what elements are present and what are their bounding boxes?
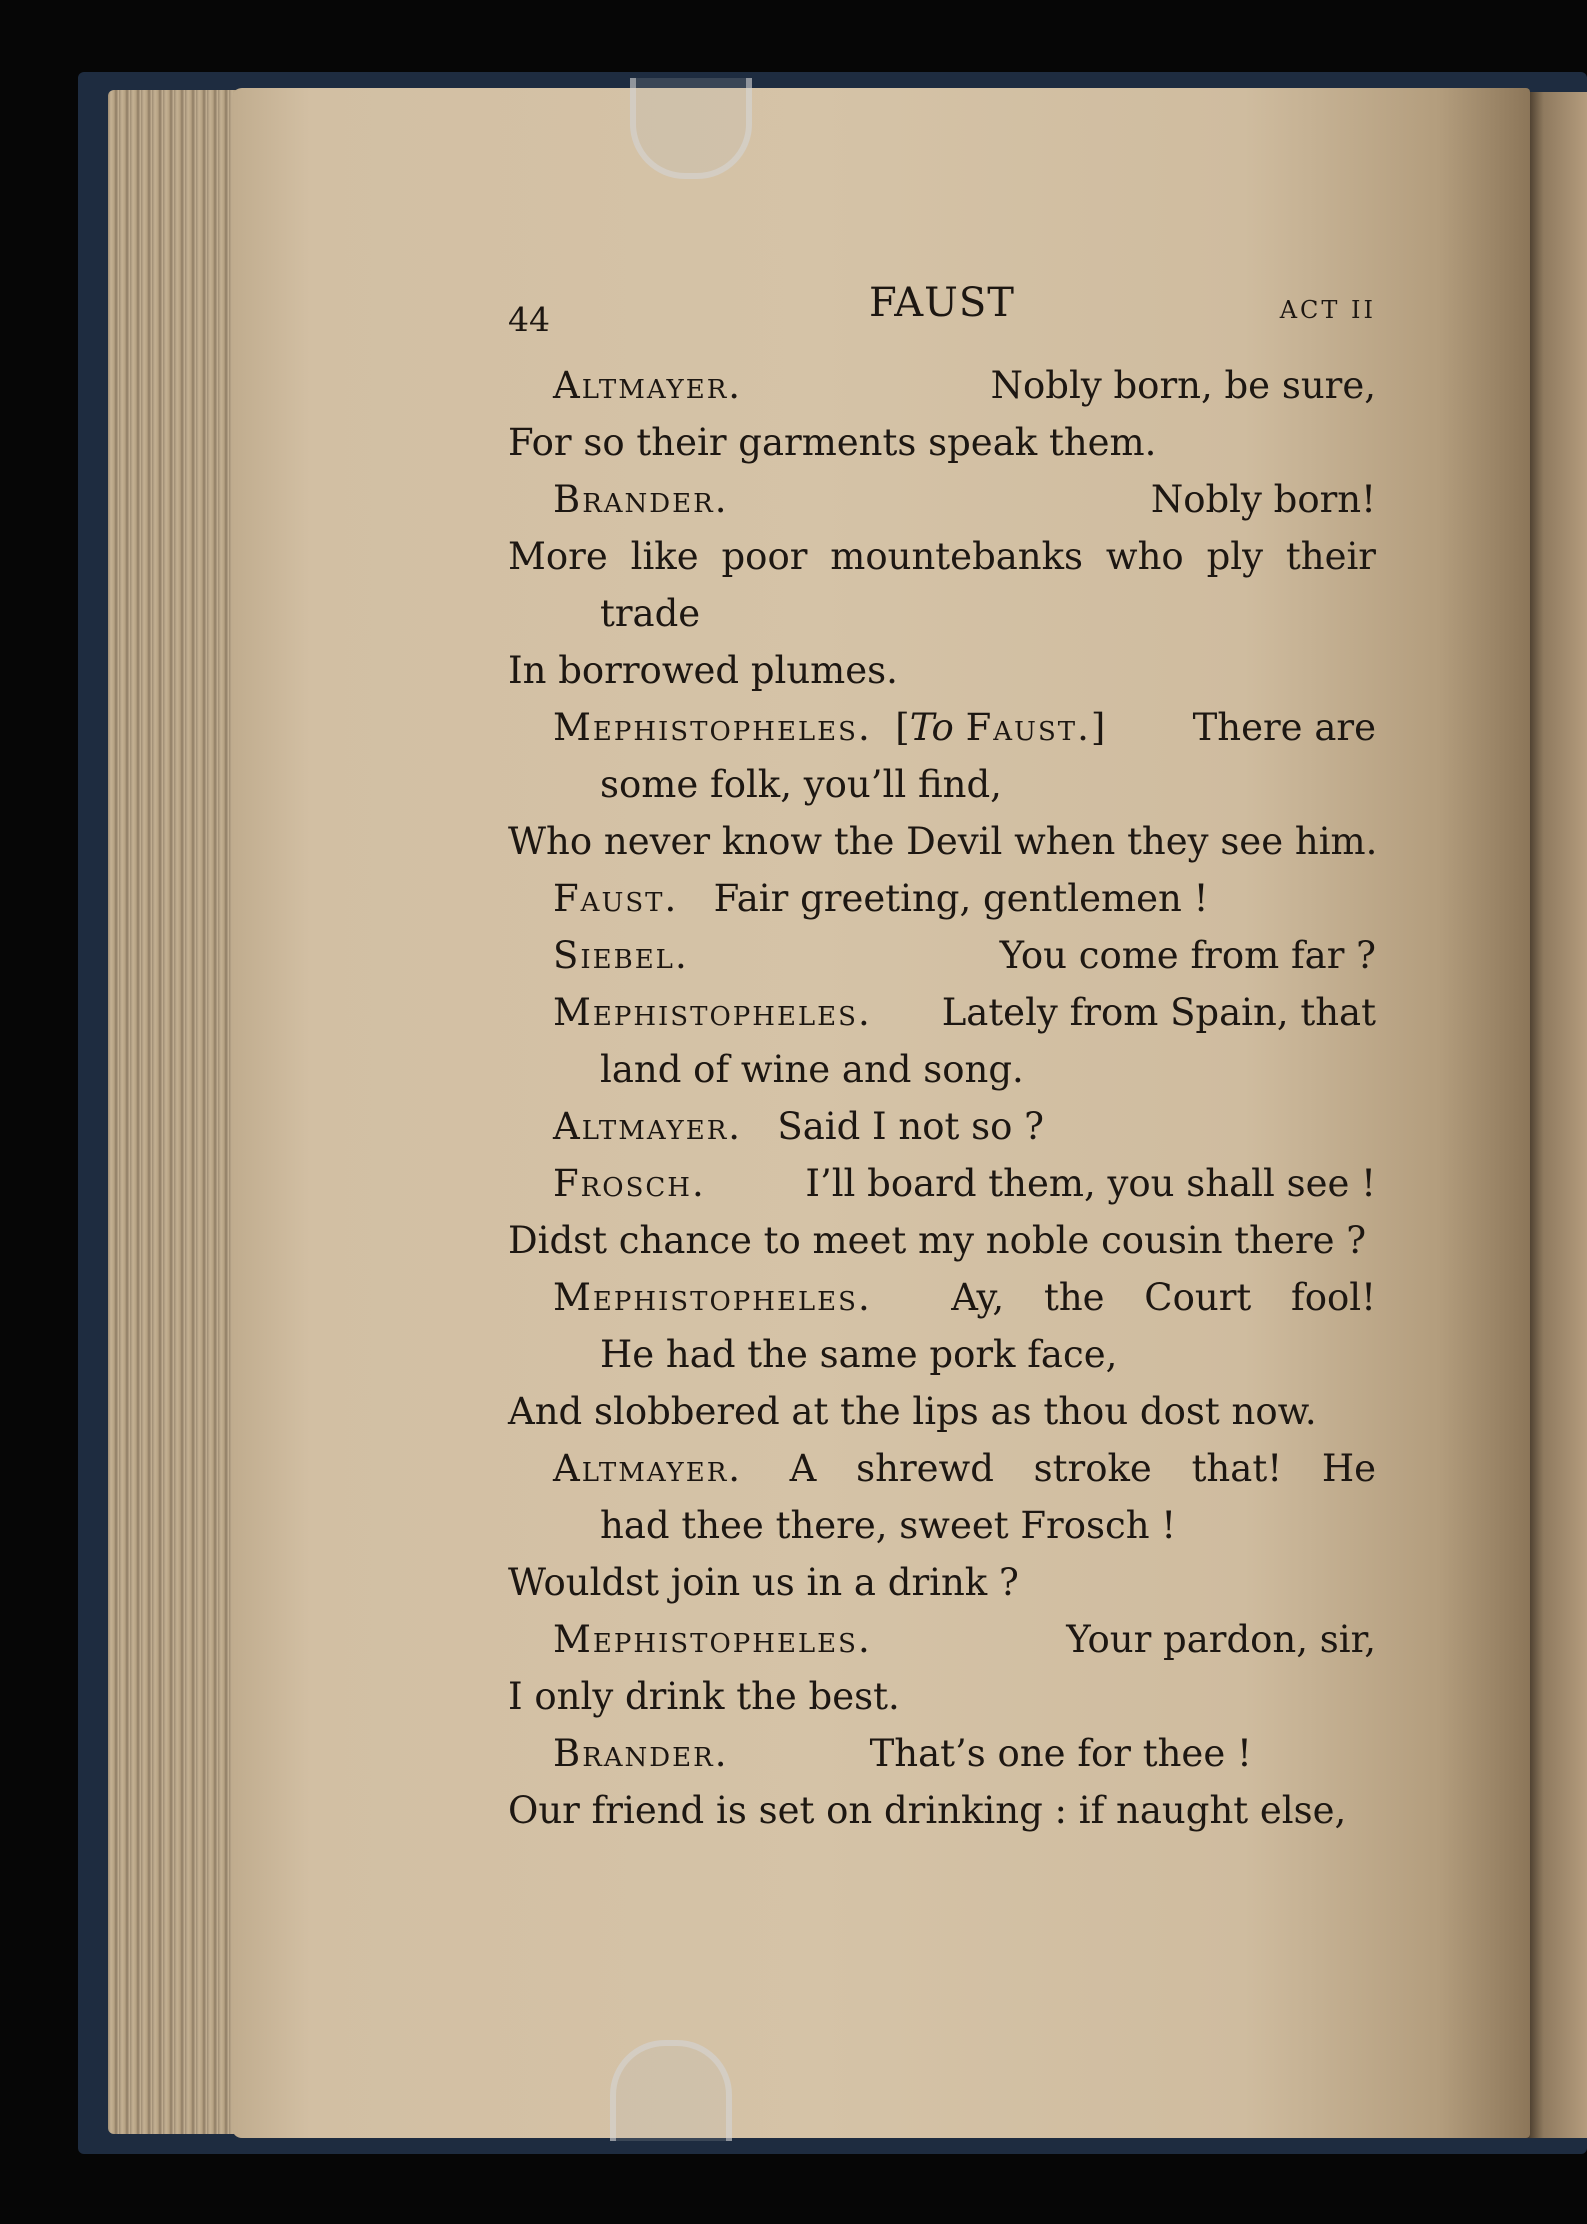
dialogue-text: Nobly born! [1150, 478, 1376, 521]
text-line [508, 1155, 1376, 1212]
dialogue-text: You come from far ? [999, 934, 1376, 977]
text-line [508, 471, 1376, 528]
text-line [508, 1440, 1376, 1497]
text-line [508, 1611, 1376, 1668]
speaker-name: Mephistopheles. [553, 1618, 872, 1661]
stage-direction-name: Faust. [965, 706, 1091, 749]
text-line [508, 1725, 1376, 1782]
play-text [508, 357, 1376, 1839]
speaker-name: Mephistopheles. [553, 991, 872, 1034]
text-line: And slobbered at the lips as thou dost now. [508, 1390, 1317, 1433]
text-line [508, 870, 1376, 927]
dialogue-text: Lately from Spain, that [941, 991, 1376, 1034]
dialogue-text: Nobly born, be sure, [990, 364, 1376, 407]
text-line [508, 984, 1376, 1041]
stage-direction-to: To [909, 706, 954, 749]
dialogue-text: A shrewd stroke that! He [789, 1447, 1376, 1490]
page-title: FAUST [869, 280, 1015, 326]
dialogue-text: Said I not so ? [777, 1105, 1045, 1148]
text-line [508, 1269, 1376, 1326]
dialogue-text: Ay, the Court fool! [951, 1276, 1376, 1319]
speaker-name: Brander. [553, 478, 729, 521]
stage-direction-close: ] [1090, 706, 1106, 749]
text-line: Who never know the Devil when they see him. [508, 820, 1378, 863]
stage-direction-open: [ [895, 706, 910, 749]
text-line: In borrowed plumes. [508, 649, 898, 692]
speaker-name: Altmayer. [553, 1105, 743, 1148]
speaker-with-direction [553, 699, 1105, 756]
dialogue-text: Fair greeting, gentlemen ! [713, 877, 1209, 920]
speaker-name: Siebel. [553, 934, 689, 977]
page-clip-top [630, 78, 752, 179]
running-head [508, 280, 1376, 340]
speaker-name: Brander. [553, 1732, 729, 1775]
text-line: Our friend is set on drinking : if naught else, [508, 1789, 1347, 1832]
text-line [508, 357, 1376, 414]
page-number: 44 [508, 300, 550, 339]
dialogue-text: That’s one for thee ! [869, 1732, 1252, 1775]
speaker-name: Frosch. [553, 1162, 706, 1205]
text-line [508, 1098, 1376, 1155]
dialogue-text: There are [1192, 706, 1376, 749]
dialogue-text: Your pardon, sir, [1066, 1618, 1376, 1661]
text-line: For so their garments speak them. [508, 421, 1157, 464]
text-line [508, 699, 1376, 756]
speaker-name: Faust. [553, 877, 679, 920]
text-line: He had the same pork face, [600, 1333, 1118, 1376]
text-line: some folk, you’ll find, [600, 763, 1002, 806]
text-line: land of wine and song. [600, 1048, 1024, 1091]
speaker-name: Altmayer. [553, 1447, 743, 1490]
text-line: trade [600, 592, 701, 635]
act-label: ACT II [1279, 296, 1376, 324]
text-line [508, 927, 1376, 984]
speaker-name: Mephistopheles. [553, 706, 872, 749]
page-clip-bottom [610, 2040, 732, 2141]
text-line: Didst chance to meet my noble cousin there ? [508, 1219, 1367, 1262]
dialogue-text: I’ll board them, you shall see ! [805, 1162, 1376, 1205]
text-line: More like poor mountebanks who ply their [508, 535, 1376, 578]
text-line: I only drink the best. [508, 1675, 900, 1718]
text-line: had thee there, sweet Frosch ! [600, 1504, 1177, 1547]
facing-page-edge [1525, 92, 1587, 2138]
speaker-name: Altmayer. [553, 364, 743, 407]
text-line: Wouldst join us in a drink ? [508, 1561, 1019, 1604]
speaker-name: Mephistopheles. [553, 1276, 872, 1319]
